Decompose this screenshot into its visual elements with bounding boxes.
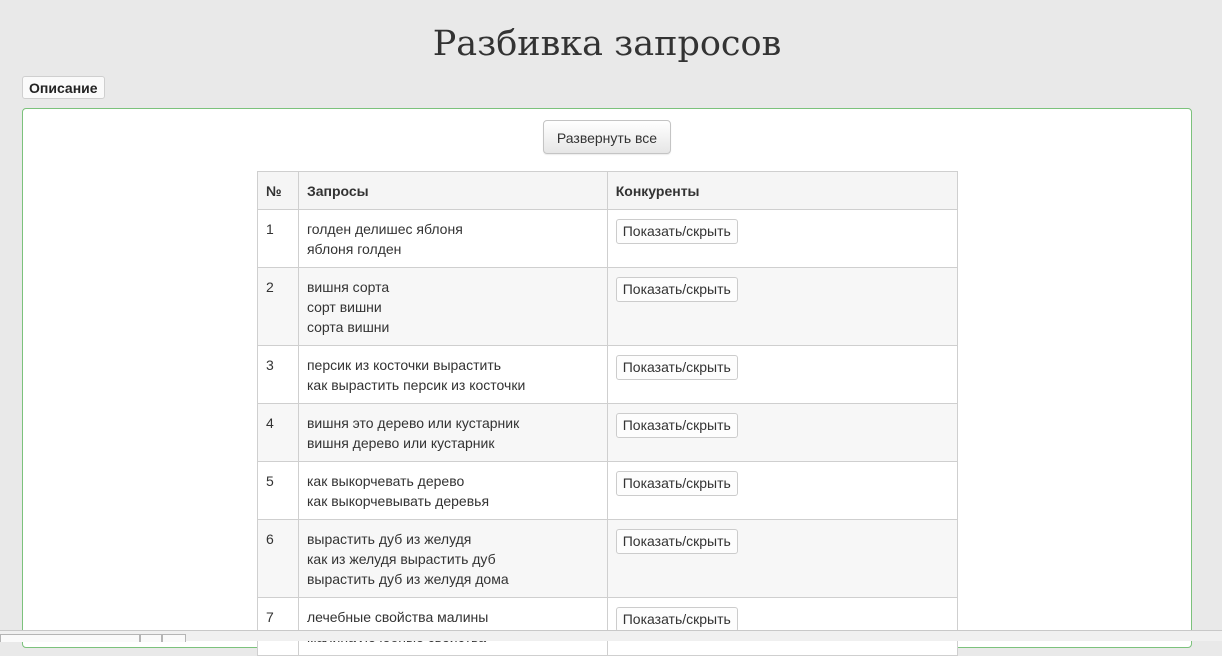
row-queries — [298, 598, 607, 656]
row-queries — [298, 462, 607, 520]
query-text: голден делишес яблоня — [306, 221, 463, 237]
queries-table — [257, 171, 958, 656]
query-text: лечебные свойства малины — [306, 609, 489, 625]
page-title: Разбивка запросов — [432, 24, 782, 64]
header-competitors: Конкуренты — [607, 172, 957, 210]
row-queries — [298, 520, 607, 598]
show-hide-button[interactable]: Показать/скрыть — [616, 607, 738, 632]
query-text: как из желудя вырастить дуб — [306, 551, 496, 567]
query-text: вишня сорта — [306, 279, 390, 295]
row-queries — [298, 404, 607, 462]
row-competitors — [607, 210, 957, 268]
row-competitors — [607, 268, 957, 346]
query-text: как выкорчевывать деревья — [306, 493, 490, 509]
table-row — [258, 598, 958, 656]
row-number: 7 — [258, 598, 299, 656]
row-number: 4 — [258, 404, 299, 462]
row-number: 1 — [258, 210, 299, 268]
row-number: 3 — [258, 346, 299, 404]
row-queries — [298, 268, 607, 346]
toolbar-button[interactable] — [162, 634, 186, 642]
toolbar-field[interactable] — [0, 634, 140, 642]
row-competitors — [607, 346, 957, 404]
show-hide-button[interactable]: Показать/скрыть — [616, 413, 738, 438]
query-text: сорта вишни — [306, 319, 390, 335]
header-queries: Запросы — [298, 172, 607, 210]
show-hide-button[interactable]: Показать/скрыть — [616, 219, 738, 244]
query-text: как выкорчевать дерево — [306, 473, 465, 489]
expand-all-button[interactable]: Развернуть все — [543, 120, 671, 154]
row-number: 5 — [258, 462, 299, 520]
row-competitors — [607, 598, 957, 656]
query-text: как вырастить персик из косточки — [306, 377, 526, 393]
row-number: 2 — [258, 268, 299, 346]
query-text: вишня дерево или кустарник — [306, 435, 495, 451]
header-number: № — [258, 172, 299, 210]
show-hide-button[interactable]: Показать/скрыть — [616, 529, 738, 554]
show-hide-button[interactable]: Показать/скрыть — [616, 277, 738, 302]
row-competitors — [607, 462, 957, 520]
query-text: сорт вишни — [306, 299, 382, 315]
table-row — [258, 346, 958, 404]
table-header-row — [258, 172, 958, 210]
bottom-toolbar — [0, 630, 1222, 641]
table-row — [258, 210, 958, 268]
queries-panel — [22, 108, 1192, 648]
show-hide-button[interactable]: Показать/скрыть — [616, 471, 738, 496]
row-competitors — [607, 404, 957, 462]
query-text: вырастить дуб из желудя дома — [306, 571, 509, 587]
row-competitors — [607, 520, 957, 598]
toolbar-button[interactable] — [140, 634, 162, 642]
query-text: яблоня голден — [306, 241, 402, 257]
description-button[interactable]: Описание — [22, 76, 105, 99]
table-row — [258, 520, 958, 598]
query-text: персик из косточки вырастить — [306, 357, 502, 373]
table-row — [258, 462, 958, 520]
show-hide-button[interactable]: Показать/скрыть — [616, 355, 738, 380]
query-text: вишня это дерево или кустарник — [306, 415, 520, 431]
row-number: 6 — [258, 520, 299, 598]
row-queries — [298, 346, 607, 404]
table-row — [258, 404, 958, 462]
table-row — [258, 268, 958, 346]
query-text: вырастить дуб из желудя — [306, 531, 472, 547]
row-queries — [298, 210, 607, 268]
